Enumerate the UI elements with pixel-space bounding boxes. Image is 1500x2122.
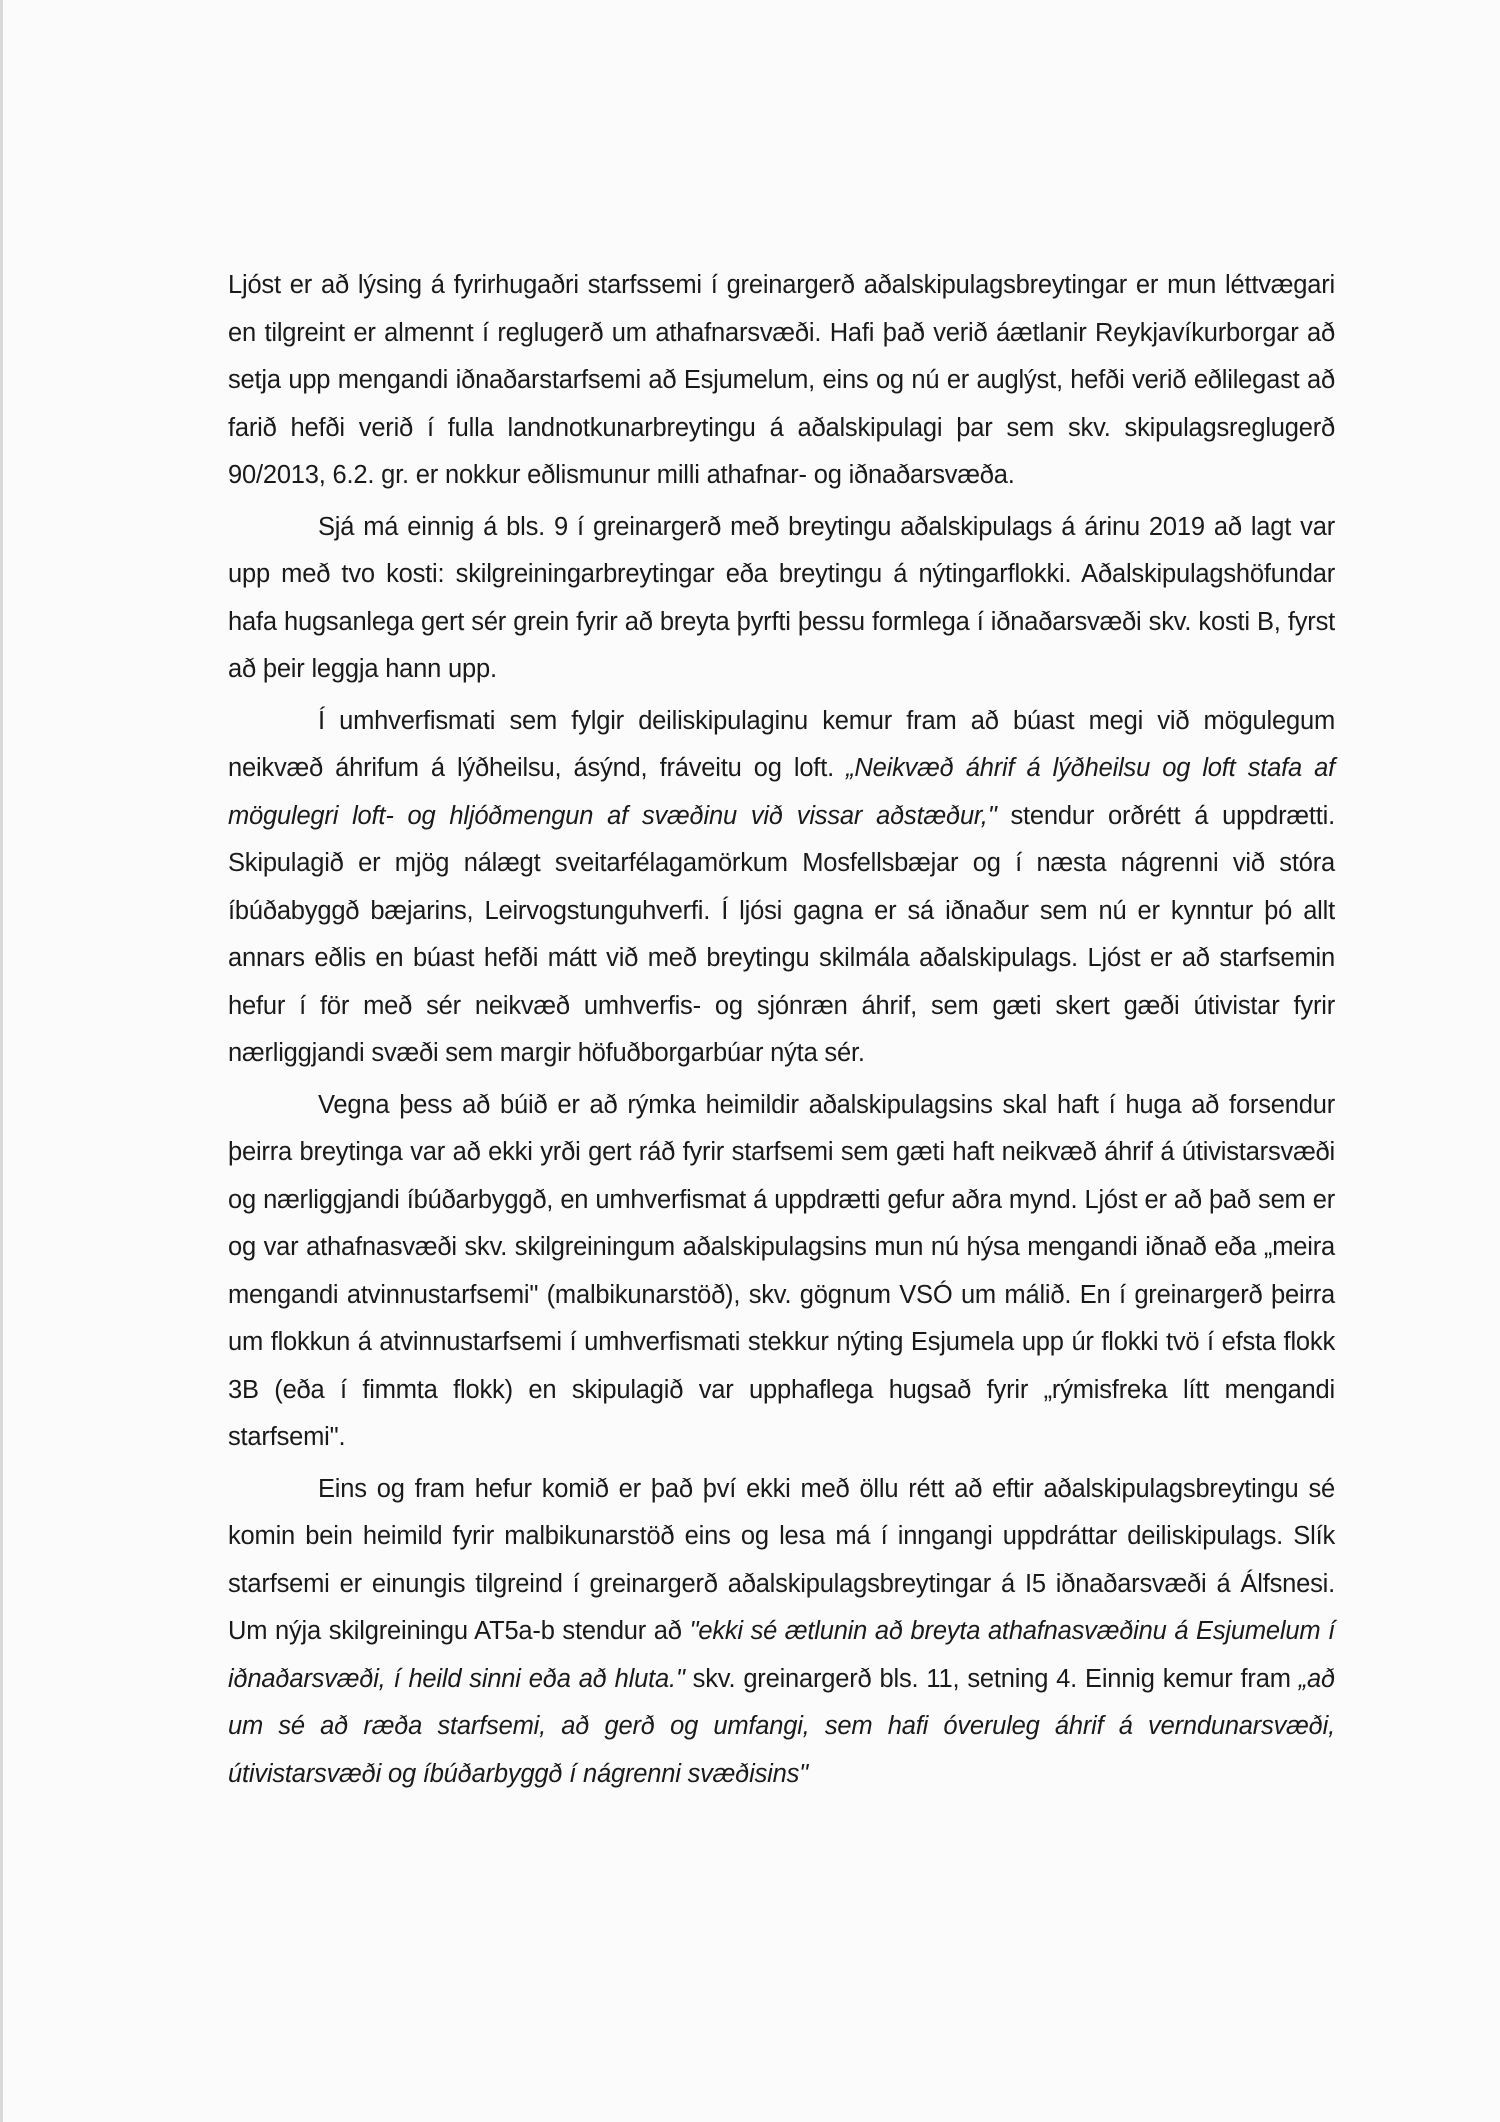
paragraph-expanded-permissions [228,1082,1335,1462]
text-segment: Sjá má einnig á bls. 9 í greinargerð með breytingu aðalskipulags á árinu 2019 að lagt var upp með tvo kosti: skilgreiningarbreytingar eða breytingu á nýtingarflokki. Aðalskipulagshöfundar hafa hugsanlega gert sér grein fyrir að breyta þyrfti þessu formlega í iðnaðarsvæði skv. kosti B, fyrst að þeir leggja hann upp. [228,512,1335,683]
text-segment: Eins og fram hefur komið er það því ekki með öllu rétt að eftir aðalskipulagsbreytingu sé komin bein heimild fyrir malbikunarstöð eins og lesa má í inngangi uppdráttar deiliskipulags. Slík starfsemi er einungis tilgreind í greinargerð aðalskipulagsbreytingar á I5 iðnaðarsvæði á Álfsnesi. Um nýja skilgreiningu AT5a-b stendur að [228,1474,1335,1645]
text-segment: Í umhverfismati sem fylgir deiliskipulaginu kemur fram að búast megi við mögulegum neikvæð áhrifum á lýðheilsu, ásýnd, fráveitu og loft. [228,706,1335,782]
document-body [228,262,1335,1802]
paragraph-landuse-change [228,262,1335,500]
quote-italic: "ekki sé ætlunin að breyta athafnasvæðinu á Esjumelum í iðnaðarsvæði, í heild sinni eða að hluta." [228,1617,1335,1693]
paragraph-asphalt-plant [228,1466,1335,1799]
paragraph-2019-options [228,504,1335,694]
quote-italic: „að um sé að ræða starfsemi, að gerð og umfangi, sem hafi óveruleg áhrif á verndunarsvæði, útivistarsvæði og íbúðarbyggð í nágrenni svæðisins" [228,1664,1336,1788]
text-segment: stendur orðrétt á uppdrætti. Skipulagið er mjög nálægt sveitarfélagamörkum Mosfellsbæjar og í næsta nágrenni við stóra íbúðabyggð bæjarins, Leirvogstunguhverfi. Í ljósi gagna er sá iðnaður sem nú er kynntur þó allt annars eðlis en búast hefði mátt við með breytingu skilmála aðalskipulags. Ljóst er að starfsemin hefur í för með sér neikvæð umhverfis- og sjónræn áhrif, sem gæti skert gæði útivistar fyrir nærliggjandi svæði sem margir höfuðborgarbúar nýta sér. [228,801,1335,1067]
text-segment: skv. greinargerð bls. 11, setning 4. Einnig kemur fram [684,1664,1299,1693]
text-segment: Ljóst er að lýsing á fyrirhugaðri starfssemi í greinargerð aðalskipulagsbreytingar er mun léttvægari en tilgreint er almennt í reglugerð um athafnarsvæði. Hafi það verið áætlanir Reykjavíkurborgar að setja upp mengandi iðnaðarstarfsemi að Esjumelum, eins og nú er auglýst, hefði verið eðlilegast að farið hefði verið í fulla landnotkunarbreytingu á aðalskipulagi þar sem skv. skipulagsreglugerð 90/2013, 6.2. gr. er nokkur eðlismunur milli athafnar- og iðnaðarsvæða. [228,271,1335,489]
scan-edge [0,0,3,2122]
text-segment: Vegna þess að búið er að rýmka heimildir aðalskipulagsins skal haft í huga að forsendur þeirra breytinga var að ekki yrði gert ráð fyrir starfsemi sem gæti haft neikvæð áhrif á útivistarsvæði og nærliggjandi íbúðarbyggð, en umhverfismat á uppdrætti gefur aðra mynd. Ljóst er að það sem er og var athafnasvæði skv. skilgreiningum aðalskipulagsins mun nú hýsa mengandi iðnað eða „meira mengandi atvinnustarfsemi" (malbikunarstöð), skv. gögnum VSÓ um málið. En í greinargerð þeirra um flokkun á atvinnustarfsemi í umhverfismati stekkur nýting Esjumela upp úr flokki tvö í efsta flokk 3B (eða í fimmta flokk) en skipulagið var upphaflega hugsað fyrir „rýmisfreka lítt mengandi starfsemi". [228,1090,1335,1451]
paragraph-environmental-assessment [228,698,1335,1078]
quote-italic: „Neikvæð áhrif á lýðheilsu og loft stafa af mögulegri loft- og hljóðmengun af svæðinu við vissar aðstæður," [228,754,1335,830]
